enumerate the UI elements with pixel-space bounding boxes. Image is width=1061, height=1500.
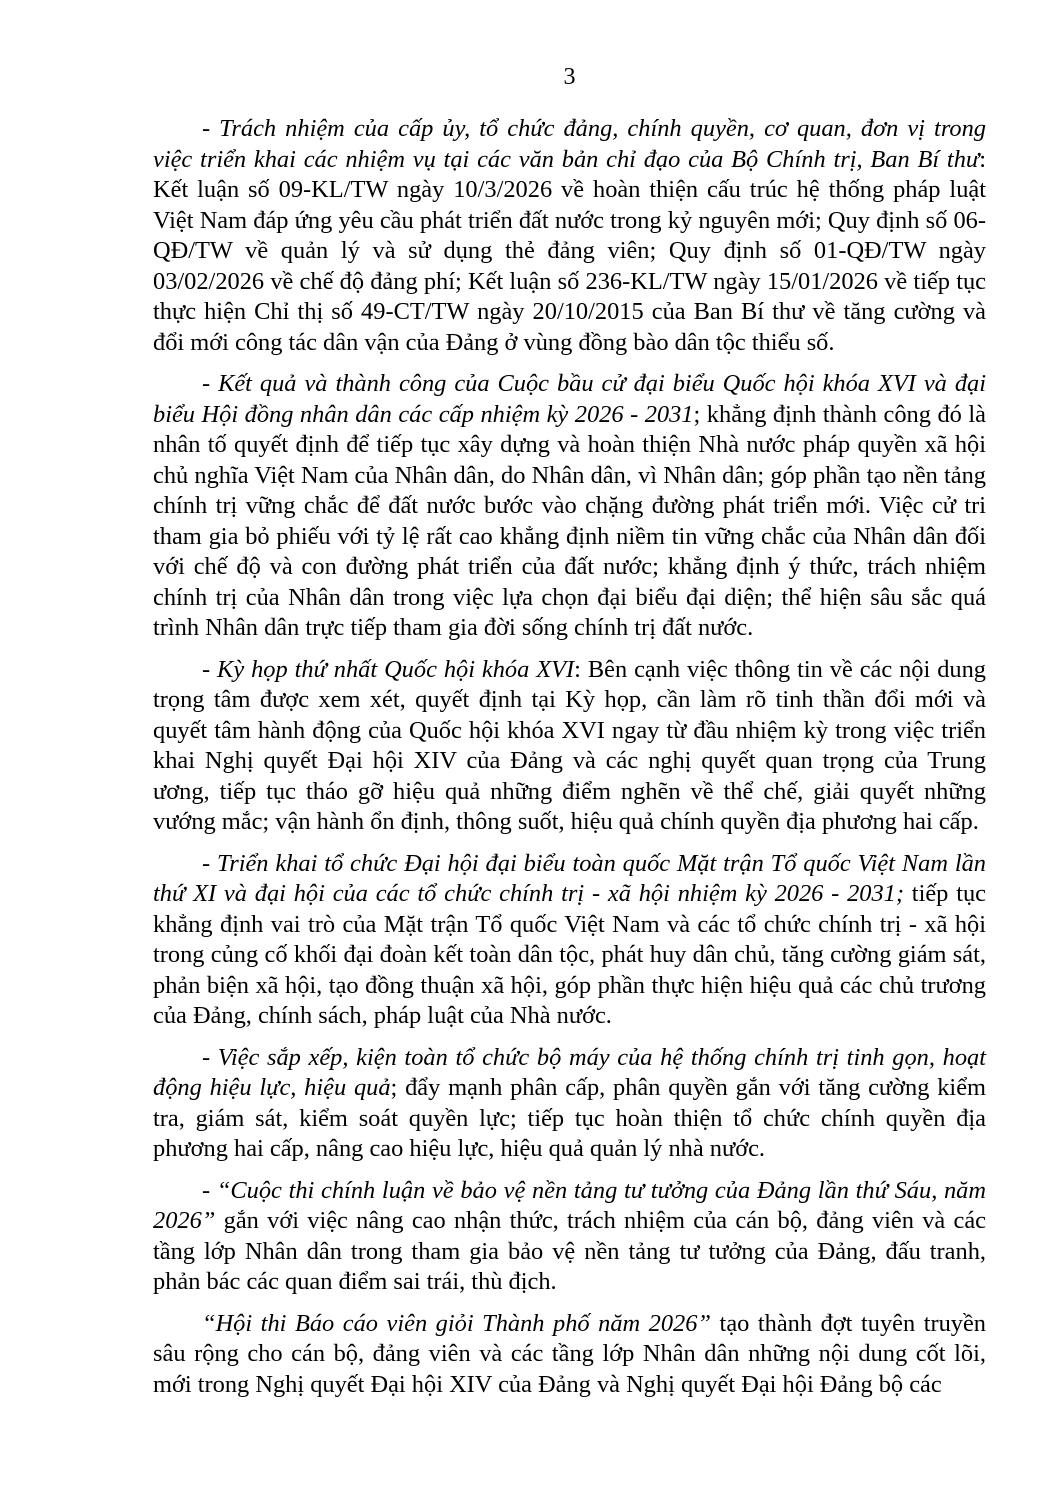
- paragraph-body: : Kết luận số 09-KL/TW ngày 10/3/2026 về hoàn thiện cấu trúc hệ thống pháp luật Việt Nam đáp ứng yêu cầu phát triển đất nước trong kỷ nguyên mới; Quy định số 06-QĐ/TW về quản lý và sử dụng thẻ đảng viên; Quy định số 01-QĐ/TW ngày 03/02/2026 về chế độ đảng phí; Kết luận số 236-KL/TW ngày 15/01/2026 về tiếp tục thực hiện Chỉ thị số 49-CT/TW ngày 20/10/2015 của Ban Bí thư về tăng cường và đổi mới công tác dân vận của Đảng ở vùng đồng bào dân tộc thiểu số.: [153, 145, 986, 356]
- paragraph-body: ; đẩy mạnh phân cấp, phân quyền gắn với tăng cường kiểm tra, giám sát, kiểm soát quyền lực; tiếp tục hoàn thiện tổ chức chính quyền địa phương hai cấp, nâng cao hiệu lực, hiệu quả quản lý nhà nước.: [153, 1074, 986, 1162]
- paragraph-body: : Bên cạnh việc thông tin về các nội dung trọng tâm được xem xét, quyết định tại Kỳ họp, cần làm rõ tinh thần đổi mới và quyết tâm hành động của Quốc hội khóa XVI ngay từ đầu nhiệm kỳ trong việc triển khai Nghị quyết Đại hội XIV của Đảng và các nghị quyết quan trọng của Trung ương, tiếp tục tháo gỡ hiệu quả những điểm nghẽn về thể chế, giải quyết những vướng mắc; vận hành ổn định, thông suốt, hiệu quả chính quyền địa phương hai cấp.: [153, 655, 986, 835]
- paragraph-body: tạo thành đợt tuyên truyền sâu rộng cho cán bộ, đảng viên và các tầng lớp Nhân dân những nội dung cốt lõi, mới trong Nghị quyết Đại hội XIV của Đảng và Nghị quyết Đại hội Đảng bộ các: [153, 1309, 987, 1398]
- paragraph-lead: - Kỳ họp thứ nhất Quốc hội khóa XVI: [202, 655, 575, 683]
- paragraph-lead: - “Cuộc thi chính luận về bảo vệ nền tảng tư tưởng của Đảng lần thứ Sáu, năm 2026”: [153, 1176, 986, 1234]
- paragraph-lead: - Việc sắp xếp, kiện toàn tổ chức bộ máy của hệ thống chính trị tinh gọn, hoạt động hiệu lực, hiệu quả: [153, 1043, 986, 1101]
- paragraph-lead: - Kết quả và thành công của Cuộc bầu cử đại biểu Quốc hội khóa XVI và đại biểu Hội đồng nhân dân các cấp nhiệm kỳ 2026 - 2031: [153, 370, 986, 428]
- paragraph-party-responsibility: [153, 114, 986, 358]
- document-page: [153, 62, 986, 1411]
- paragraph-lead: - Trách nhiệm của cấp ủy, tổ chức đảng, chính quyền, cơ quan, đơn vị trong việc triển khai các nhiệm vụ tại các văn bản chỉ đạo của Bộ Chính trị, Ban Bí thư: [153, 115, 986, 173]
- paragraph-lead: - Triển khai tổ chức Đại hội đại biểu toàn quốc Mặt trận Tổ quốc Việt Nam lần thứ XI và đại hội của các tổ chức chính trị - xã hội nhiệm kỳ 2026 - 2031;: [153, 849, 986, 907]
- paragraph-apparatus-restructuring: [153, 1043, 986, 1165]
- paragraph-body: ; khẳng định thành công đó là nhân tố quyết định để tiếp tục xây dựng và hoàn thiện Nhà nước pháp quyền xã hội chủ nghĩa Việt Nam của Nhân dân, do Nhân dân, vì Nhân dân; góp phần tạo nền tảng chính trị vững chắc để đất nước bước vào chặng đường phát triển mới. Việc cử tri tham gia bỏ phiếu với tỷ lệ rất cao khẳng định niềm tin vững chắc của Nhân dân đối với chế độ và con đường phát triển của đất nước; khẳng định ý thức, trách nhiệm chính trị của Nhân dân trong việc lựa chọn đại biểu đại diện; thể hiện sâu sắc quá trình Nhân dân trực tiếp tham gia đời sống chính trị đất nước.: [153, 400, 986, 641]
- paragraph-body: gắn với việc nâng cao nhận thức, trách nhiệm của cán bộ, đảng viên và các tầng lớp Nhân dân trong tham gia bảo vệ nền tảng tư tưởng của Đảng, đấu tranh, phản bác các quan điểm sai trái, thù địch.: [153, 1207, 986, 1295]
- paragraph-fatherland-front-congress: [153, 849, 986, 1032]
- page-number: 3: [563, 64, 576, 90]
- paragraph-first-session: [153, 655, 986, 838]
- paragraph-body: tiếp tục khẳng định vai trò của Mặt trận Tổ quốc Việt Nam và các tổ chức chính trị - xã hội trong củng cố khối đại đoàn kết toàn dân tộc, phát huy dân chủ, tăng cường giám sát, phản biện xã hội, tạo đồng thuận xã hội, góp phần thực hiện hiệu quả các chủ trương của Đảng, chính sách, pháp luật của Nhà nước.: [153, 880, 986, 1029]
- paragraph-reporter-contest: [153, 1309, 986, 1401]
- paragraph-lead: “Hội thi Báo cáo viên giỏi Thành phố năm 2026”: [202, 1309, 712, 1337]
- paragraph-election-results: [153, 369, 986, 644]
- paragraph-political-essay-contest: [153, 1176, 986, 1298]
